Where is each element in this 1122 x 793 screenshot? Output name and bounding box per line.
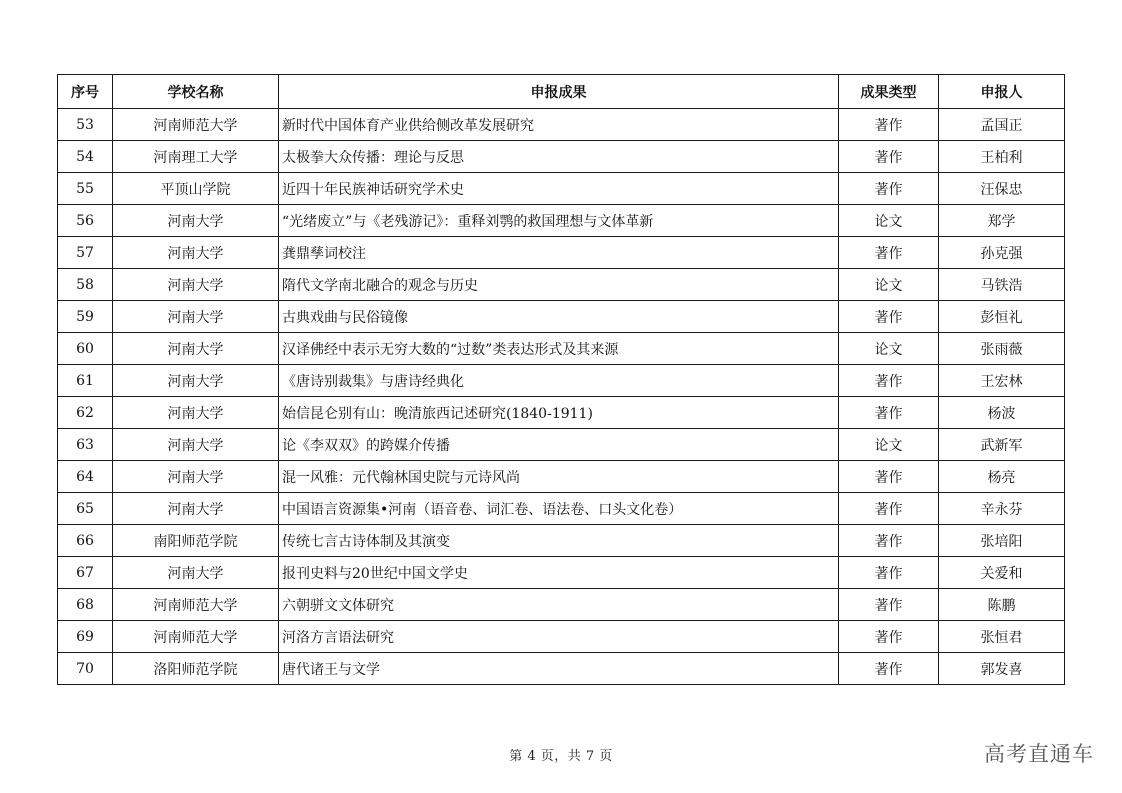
cell-no: 66 [58,525,113,557]
cell-school: 河南师范大学 [113,109,279,141]
cell-school: 河南大学 [113,365,279,397]
cell-title: 报刊史料与20世纪中国文学史 [279,557,839,589]
cell-no: 59 [58,301,113,333]
cell-type: 论文 [839,269,939,301]
cell-title: 新时代中国体育产业供给侧改革发展研究 [279,109,839,141]
cell-title: 隋代文学南北融合的观念与历史 [279,269,839,301]
cell-title: 六朝骈文文体研究 [279,589,839,621]
cell-title: 传统七言古诗体制及其演变 [279,525,839,557]
header-school: 学校名称 [113,75,279,109]
header-person: 申报人 [939,75,1065,109]
cell-title: 中国语言资源集•河南（语音卷、词汇卷、语法卷、口头文化卷） [279,493,839,525]
cell-title: 太极拳大众传播：理论与反思 [279,141,839,173]
cell-school: 河南大学 [113,557,279,589]
cell-school: 河南师范大学 [113,621,279,653]
table-row [58,653,1065,685]
cell-no: 60 [58,333,113,365]
cell-type: 著作 [839,653,939,685]
table-row [58,269,1065,301]
cell-title: 龚鼎孳词校注 [279,237,839,269]
table-row [58,205,1065,237]
cell-school: 河南大学 [113,397,279,429]
header-no: 序号 [58,75,113,109]
cell-school: 南阳师范学院 [113,525,279,557]
cell-no: 53 [58,109,113,141]
cell-person: 杨波 [939,397,1065,429]
cell-no: 56 [58,205,113,237]
cell-person: 武新军 [939,429,1065,461]
cell-no: 65 [58,493,113,525]
cell-school: 河南大学 [113,301,279,333]
cell-person: 孟国正 [939,109,1065,141]
results-table [57,74,1065,685]
cell-type: 论文 [839,333,939,365]
cell-type: 著作 [839,397,939,429]
table-body [58,109,1065,685]
table-row [58,173,1065,205]
cell-school: 平顶山学院 [113,173,279,205]
cell-school: 河南大学 [113,237,279,269]
header-title: 申报成果 [279,75,839,109]
cell-title: 始信昆仑别有山：晚清旅西记述研究(1840-1911) [279,397,839,429]
cell-title: 《唐诗别裁集》与唐诗经典化 [279,365,839,397]
table-row [58,589,1065,621]
cell-no: 61 [58,365,113,397]
table-row [58,333,1065,365]
table-row [58,525,1065,557]
cell-person: 陈鹏 [939,589,1065,621]
cell-no: 62 [58,397,113,429]
cell-school: 河南大学 [113,461,279,493]
table-header-row [58,75,1065,109]
cell-school: 河南大学 [113,269,279,301]
table-row [58,493,1065,525]
cell-person: 关爱和 [939,557,1065,589]
cell-person: 张恒君 [939,621,1065,653]
cell-title: 混一风雅：元代翰林国史院与元诗风尚 [279,461,839,493]
cell-no: 57 [58,237,113,269]
cell-school: 河南大学 [113,205,279,237]
cell-no: 69 [58,621,113,653]
cell-school: 河南大学 [113,333,279,365]
cell-no: 58 [58,269,113,301]
cell-title: 河洛方言语法研究 [279,621,839,653]
cell-type: 著作 [839,173,939,205]
cell-title: 唐代诸王与文学 [279,653,839,685]
cell-title: 汉译佛经中表示无穷大数的“过数”类表达形式及其来源 [279,333,839,365]
cell-person: 郑学 [939,205,1065,237]
cell-school: 洛阳师范学院 [113,653,279,685]
cell-type: 著作 [839,461,939,493]
table-row [58,397,1065,429]
cell-type: 著作 [839,109,939,141]
table-row [58,365,1065,397]
cell-school: 河南理工大学 [113,141,279,173]
cell-type: 论文 [839,429,939,461]
table-row [58,109,1065,141]
cell-title: 近四十年民族神话研究学术史 [279,173,839,205]
cell-title: 论《李双双》的跨媒介传播 [279,429,839,461]
cell-person: 彭恒礼 [939,301,1065,333]
cell-school: 河南大学 [113,493,279,525]
cell-type: 著作 [839,237,939,269]
table-row [58,429,1065,461]
cell-title: 古典戏曲与民俗镜像 [279,301,839,333]
cell-type: 著作 [839,301,939,333]
cell-no: 63 [58,429,113,461]
cell-type: 著作 [839,365,939,397]
cell-person: 郭发喜 [939,653,1065,685]
cell-person: 汪保忠 [939,173,1065,205]
cell-type: 著作 [839,141,939,173]
cell-type: 著作 [839,557,939,589]
table-row [58,621,1065,653]
cell-person: 马铁浩 [939,269,1065,301]
cell-school: 河南大学 [113,429,279,461]
page-number: 第 4 页，共 7 页 [509,749,613,764]
cell-person: 孙克强 [939,237,1065,269]
cell-person: 辛永芬 [939,493,1065,525]
cell-school: 河南师范大学 [113,589,279,621]
cell-type: 著作 [839,493,939,525]
cell-no: 68 [58,589,113,621]
cell-no: 54 [58,141,113,173]
table-row [58,237,1065,269]
cell-title: “光绪废立”与《老残游记》：重释刘鹗的救国理想与文体革新 [279,205,839,237]
cell-person: 张培阳 [939,525,1065,557]
cell-no: 70 [58,653,113,685]
cell-type: 著作 [839,525,939,557]
watermark-logo: 高考直通车 [984,742,1094,766]
table-row [58,557,1065,589]
table-row [58,141,1065,173]
table-row [58,461,1065,493]
cell-type: 著作 [839,589,939,621]
cell-person: 张雨薇 [939,333,1065,365]
cell-person: 杨亮 [939,461,1065,493]
cell-type: 著作 [839,621,939,653]
table-row [58,301,1065,333]
cell-person: 王柏利 [939,141,1065,173]
cell-type: 论文 [839,205,939,237]
cell-no: 55 [58,173,113,205]
header-type: 成果类型 [839,75,939,109]
cell-no: 64 [58,461,113,493]
cell-person: 王宏林 [939,365,1065,397]
cell-no: 67 [58,557,113,589]
